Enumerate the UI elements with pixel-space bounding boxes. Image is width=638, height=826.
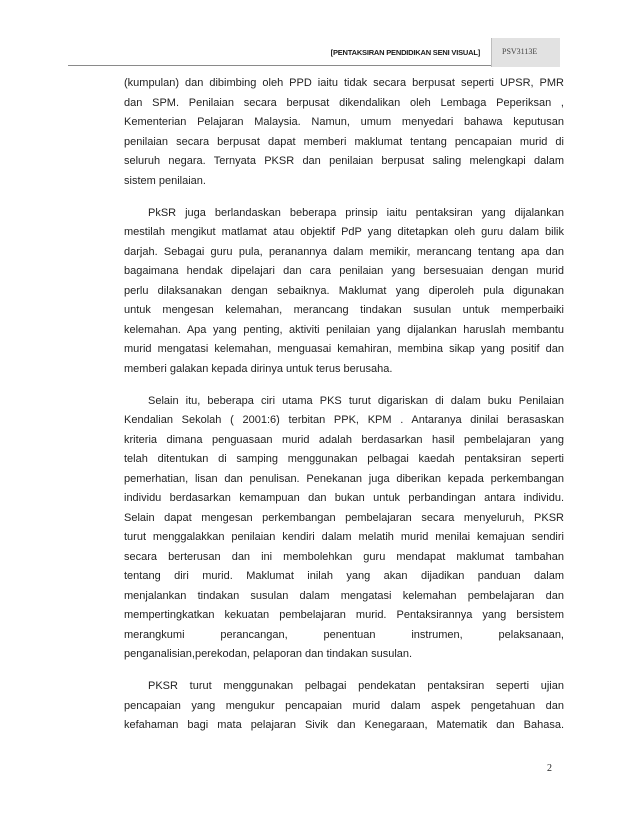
text-line: darjah. Sebagai guru pula, peranannya dalam memikir, merancang tentang apa dan [124,245,564,258]
page-number: 2 [547,763,552,774]
text-line: Kementerian Pelajaran Malaysia. Namun, umum menyedari bahawa keputusan [124,116,564,128]
text-line: perlu dilaksanakan dengan sebaiknya. Maklumat yang diperoleh pula digunakan [124,284,564,297]
text-line: tentang diri murid. Maklumat inilah yang akan dijadikan panduan dalam [124,570,564,582]
text-line: mestilah mengikut matlamat atau objektif PdP yang ditetapkan oleh guru dalam bilik [124,226,564,238]
text-line: Selain dapat mengesan perkembangan pembelajaran secara menyeluruh, PKSR [124,511,564,524]
paragraph-gap [124,191,564,204]
body-text [124,74,564,736]
text-line: memberi galakan kepada dirinya untuk terus berusaha. [124,362,393,375]
text-line: Kendalian Sekolah ( 2001:6) terbitan PPK, KPM . Antaranya dinilai berasaskan [124,414,564,426]
header-title: [PENTAKSIRAN PENDIDIKAN SENI VISUAL] [330,48,480,57]
paragraph-4 [124,677,564,736]
text-line: merangkumi perancangan, penentuan instrumen, pelaksanaan, [124,628,564,641]
text-line: kriteria dimana penguasaan murid adalah berdasarkan hasil pembelajaran yang [124,433,564,446]
header-divider [68,65,491,66]
text-line: bagaimana hendak dipelajari dan cara penilaian yang bersesuaian dengan murid [124,265,564,277]
text-line: Selain itu, beberapa ciri utama PKS turut digariskan di dalam buku Penilaian [148,394,564,407]
text-line: PKSR turut menggunakan pelbagai pendekatan pentaksiran seperti ujian [148,680,564,692]
text-line: penganalisian,perekodan, pelaporan dan tindakan susulan. [124,648,413,660]
text-line: secara berterusan dan ini membolehkan guru mendapat maklumat tambahan [124,550,564,563]
text-line: menjalankan tindakan susulan dalam mengatasi kelemahan pembelajaran dan [124,589,564,602]
text-line: pemerhatian, lisan dan penulisan. Penekanan juga diberikan kepada perkembangan [124,472,564,485]
paragraph-3 [124,392,564,665]
paragraph-2 [124,204,564,380]
text-line: individu berdasarkan kemampuan dan bukan untuk perbandingan antara individu. [124,492,564,504]
text-line: untuk mengesan kelemahan, merancang tindakan susulan untuk memperbaiki [124,304,564,316]
paragraph-gap [124,665,564,678]
text-line: seluruh negara. Ternyata PKSR dan penilaian berpusat saling melengkapi dalam [124,155,564,167]
text-line: dan SPM. Penilaian secara berpusat dikendalikan oleh Lembaga Peperiksan , [124,96,564,109]
text-line: mempertingkatkan kekuatan pembelajaran murid. Pentaksirannya yang bersistem [124,609,564,621]
text-line: kelemahan. Apa yang penting, aktiviti penilaian yang dijalankan haruslah membantu [124,323,564,336]
text-line: telah ditentukan di samping menggunakan pelbagai kaedah pentaksiran seperti [124,453,564,465]
text-line: murid mengatasi kelemahan, menguasai kemahiran, membina sikap yang positif dan [124,343,564,355]
text-line: (kumpulan) dan dibimbing oleh PPD iaitu tidak secara berpusat seperti UPSR, PMR [124,77,564,89]
text-line: kefahaman bagi mata pelajaran Sivik dan Kenegaraan, Matematik dan Bahasa. [124,719,564,731]
paragraph-gap [124,379,564,392]
header-code-box [491,38,560,67]
paragraph-1 [124,74,564,191]
text-line: pencapaian yang mengukur pencapaian murid dalam aspek pengetahuan dan [124,699,564,712]
course-code: PSV3113E [502,47,538,56]
text-line: turut menggalakkan penilaian kendiri dalam melatih murid menilai kemajuan sendiri [124,531,564,543]
text-line: PkSR juga berlandaskan beberapa prinsip iaitu pentaksiran yang dijalankan [148,206,564,219]
text-line: sistem penilaian. [124,174,206,187]
text-line: penilaian secara berpusat dapat memberi maklumat tentang pencapaian murid di [124,135,564,148]
